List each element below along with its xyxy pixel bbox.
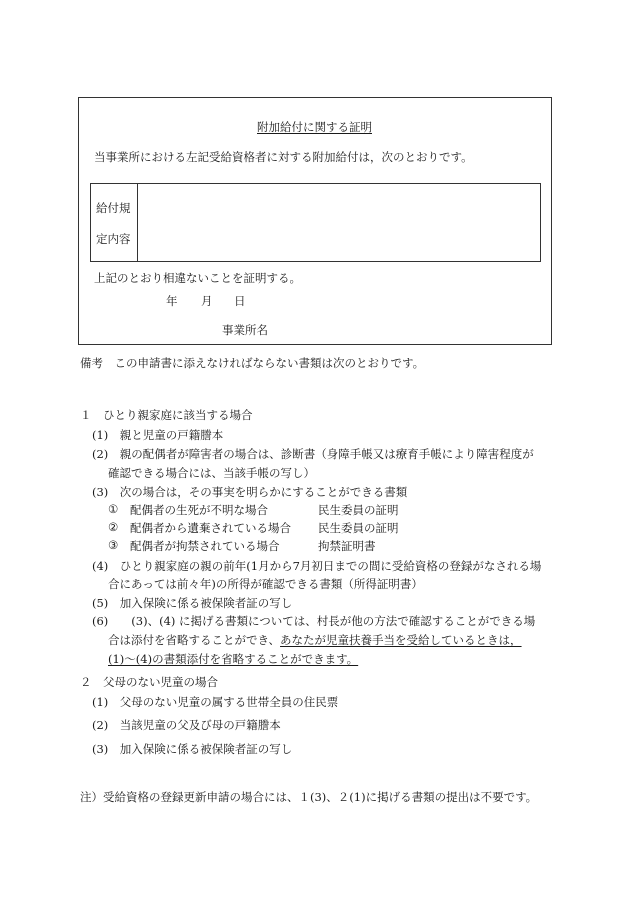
section1-item2-line2: 確認できる場合には、当該手帳の写し） [108, 466, 315, 480]
benefit-label-line1: 給付規 [96, 201, 131, 215]
section1-item4-line1: (4) ひとり親家庭の親の前年(1月から7月初日までの間に受給資格の登録がなされる場 [92, 559, 542, 573]
sub-item3-doc: 拘禁証明書 [318, 539, 376, 553]
section1-item4-line2: 合にあっては前々年)の所得が確認できる書類（所得証明書） [108, 577, 423, 591]
item6-line2-underlined: あなたが児童扶養手当を受給しているときは， [280, 633, 522, 647]
section2-heading: ２ 父母のない児童の場合 [80, 675, 218, 689]
benefit-table [90, 183, 541, 262]
section1-item6-line2 [108, 632, 522, 648]
section1-item5: (5) 加入保険に係る被保険者証の写し [92, 596, 293, 610]
office-name-label: 事業所名 [222, 323, 268, 337]
date-day: 日 [234, 294, 246, 308]
certificate-title: 附加給付に関する証明 [257, 120, 372, 134]
sub-item2-num: ② [108, 520, 119, 534]
sub-item3-text: 配偶者が拘禁されている場合 [130, 539, 280, 553]
certificate-intro: 当事業所における左記受給資格者に対する附加給付は，次のとおりです。 [94, 150, 473, 164]
remarks-header: 備考 この申請書に添えなければならない書類は次のとおりです。 [80, 356, 425, 370]
benefit-table-divider [137, 183, 138, 262]
sub-item1-num: ① [108, 502, 119, 516]
section1-item3: (3) 次の場合は，その事実を明らかにすることができる書類 [92, 485, 408, 499]
section1-item1: (1) 親と児童の戸籍謄本 [92, 428, 224, 442]
sub-item3-num: ③ [108, 538, 119, 552]
sub-item2-doc: 民生委員の証明 [318, 521, 399, 535]
section2-item3: (3) 加入保険に係る被保険者証の写し [92, 742, 293, 756]
sub-item1-doc: 民生委員の証明 [318, 503, 399, 517]
section1-item6-line1: (6) (3)、(4) に掲げる書類については、村長が他の方法で確認することができる場 [92, 614, 536, 628]
date-month: 月 [201, 294, 213, 308]
date-year: 年 [166, 294, 178, 308]
section2-item1: (1) 父母のない児童の属する世帯全員の住民票 [92, 695, 339, 709]
attest-text: 上記のとおり相違ないことを証明する。 [94, 271, 301, 285]
sub-item1-text: 配偶者の生死が不明な場合 [130, 503, 268, 517]
sub-item2-text: 配偶者から遺棄されている場合 [130, 521, 291, 535]
benefit-label-line2: 定内容 [96, 232, 131, 246]
item6-line2-plain: 合は添付を省略することができ、 [108, 633, 281, 647]
footnote: 注）受給資格の登録更新申請の場合には、１(3)、２(1)に掲げる書類の提出は不要です。 [80, 790, 538, 804]
section1-item6-line3: (1)～(4)の書類添付を省略することができます。 [108, 652, 359, 666]
section1-heading: １ ひとり親家庭に該当する場合 [80, 408, 253, 422]
section1-item2-line1: (2) 親の配偶者が障害者の場合は、診断書（身障手帳又は療育手帳により障害程度が [92, 447, 534, 461]
section2-item2: (2) 当該児童の父及び母の戸籍謄本 [92, 718, 281, 732]
